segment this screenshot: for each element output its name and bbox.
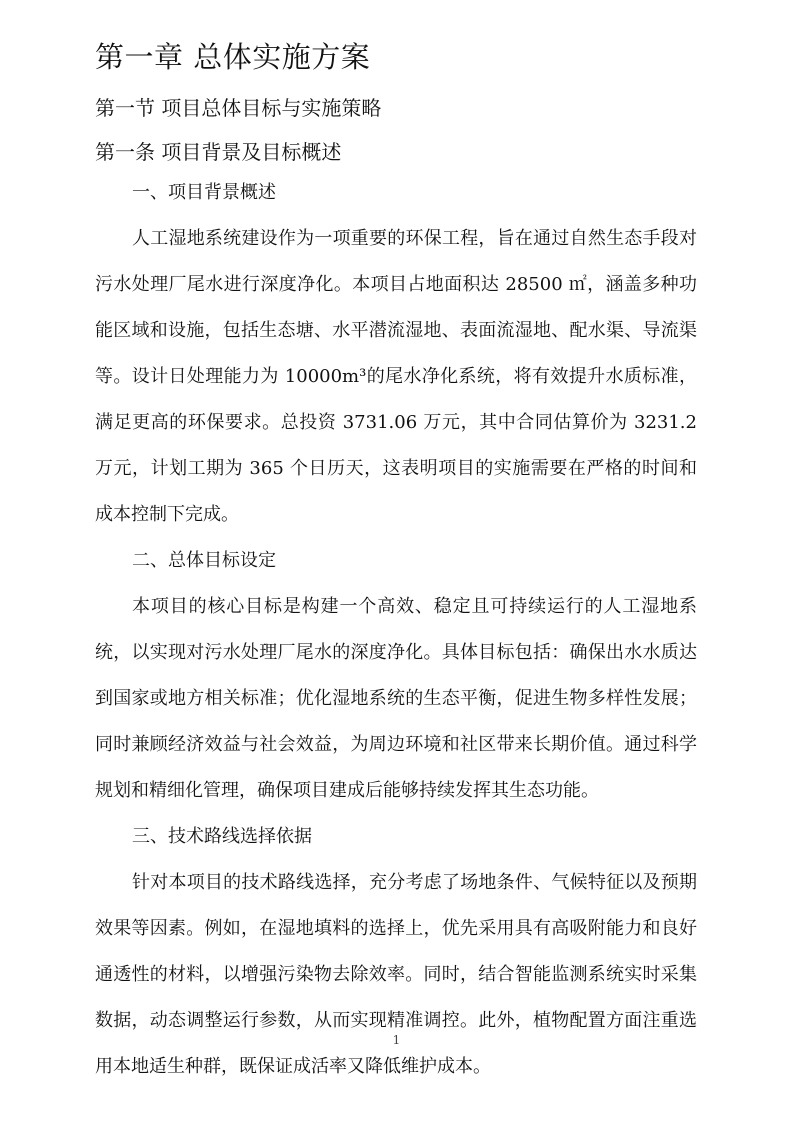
document-body bbox=[95, 170, 697, 1090]
paragraph-background: 人工湿地系统建设作为一项重要的环保工程，旨在通过自然生态手段对污水处理厂尾水进行深度净化。本项目占地面积达 28500 ㎡，涵盖多种功能区域和设施，包括生态塘、水平潜流湿地、表面流湿地、配水渠、导流渠等。设计日处理能力为 10000m³的尾水净化系统，将有效提升水质标准，满足更高的环保要求。总投资 3731.06 万元，其中合同估算价为 3231.2 万元，计划工期为 365 个日历天，这表明项目的实施需要在严格的时间和成本控制下完成。 bbox=[95, 228, 697, 525]
paragraph-technical-route: 针对本项目的技术路线选择，充分考虑了场地条件、气候特征以及预期效果等因素。例如，在湿地填料的选择上，优先采用具有高吸附能力和良好通透性的材料，以增强污染物去除效率。同时，结合智能监测系统实时采集数据，动态调整运行参数，从而实现精准调控。此外，植物配置方面注重选用本地适生种群，既保证成活率又降低维护成本。 bbox=[95, 872, 697, 1077]
section-title: 第一节 项目总体目标与实施策略 bbox=[95, 96, 382, 120]
subheading-goals: 二、总体目标设定 bbox=[132, 550, 276, 571]
subheading-background: 一、项目背景概述 bbox=[132, 182, 276, 203]
chapter-title: 第一章 总体实施方案 bbox=[95, 40, 371, 74]
subheading-technical-route: 三、技术路线选择依据 bbox=[132, 826, 312, 847]
article-title: 第一条 项目背景及目标概述 bbox=[95, 140, 342, 164]
paragraph-goals: 本项目的核心目标是构建一个高效、稳定且可持续运行的人工湿地系统，以实现对污水处理厂尾水的深度净化。具体目标包括：确保出水水质达到国家或地方相关标准；优化湿地系统的生态平衡，促进生物多样性发展；同时兼顾经济效益与社会效益，为周边环境和社区带来长期价值。通过科学规划和精细化管理，确保项目建成后能够持续发挥其生态功能。 bbox=[95, 596, 697, 801]
page-number: 1 bbox=[392, 1033, 401, 1047]
